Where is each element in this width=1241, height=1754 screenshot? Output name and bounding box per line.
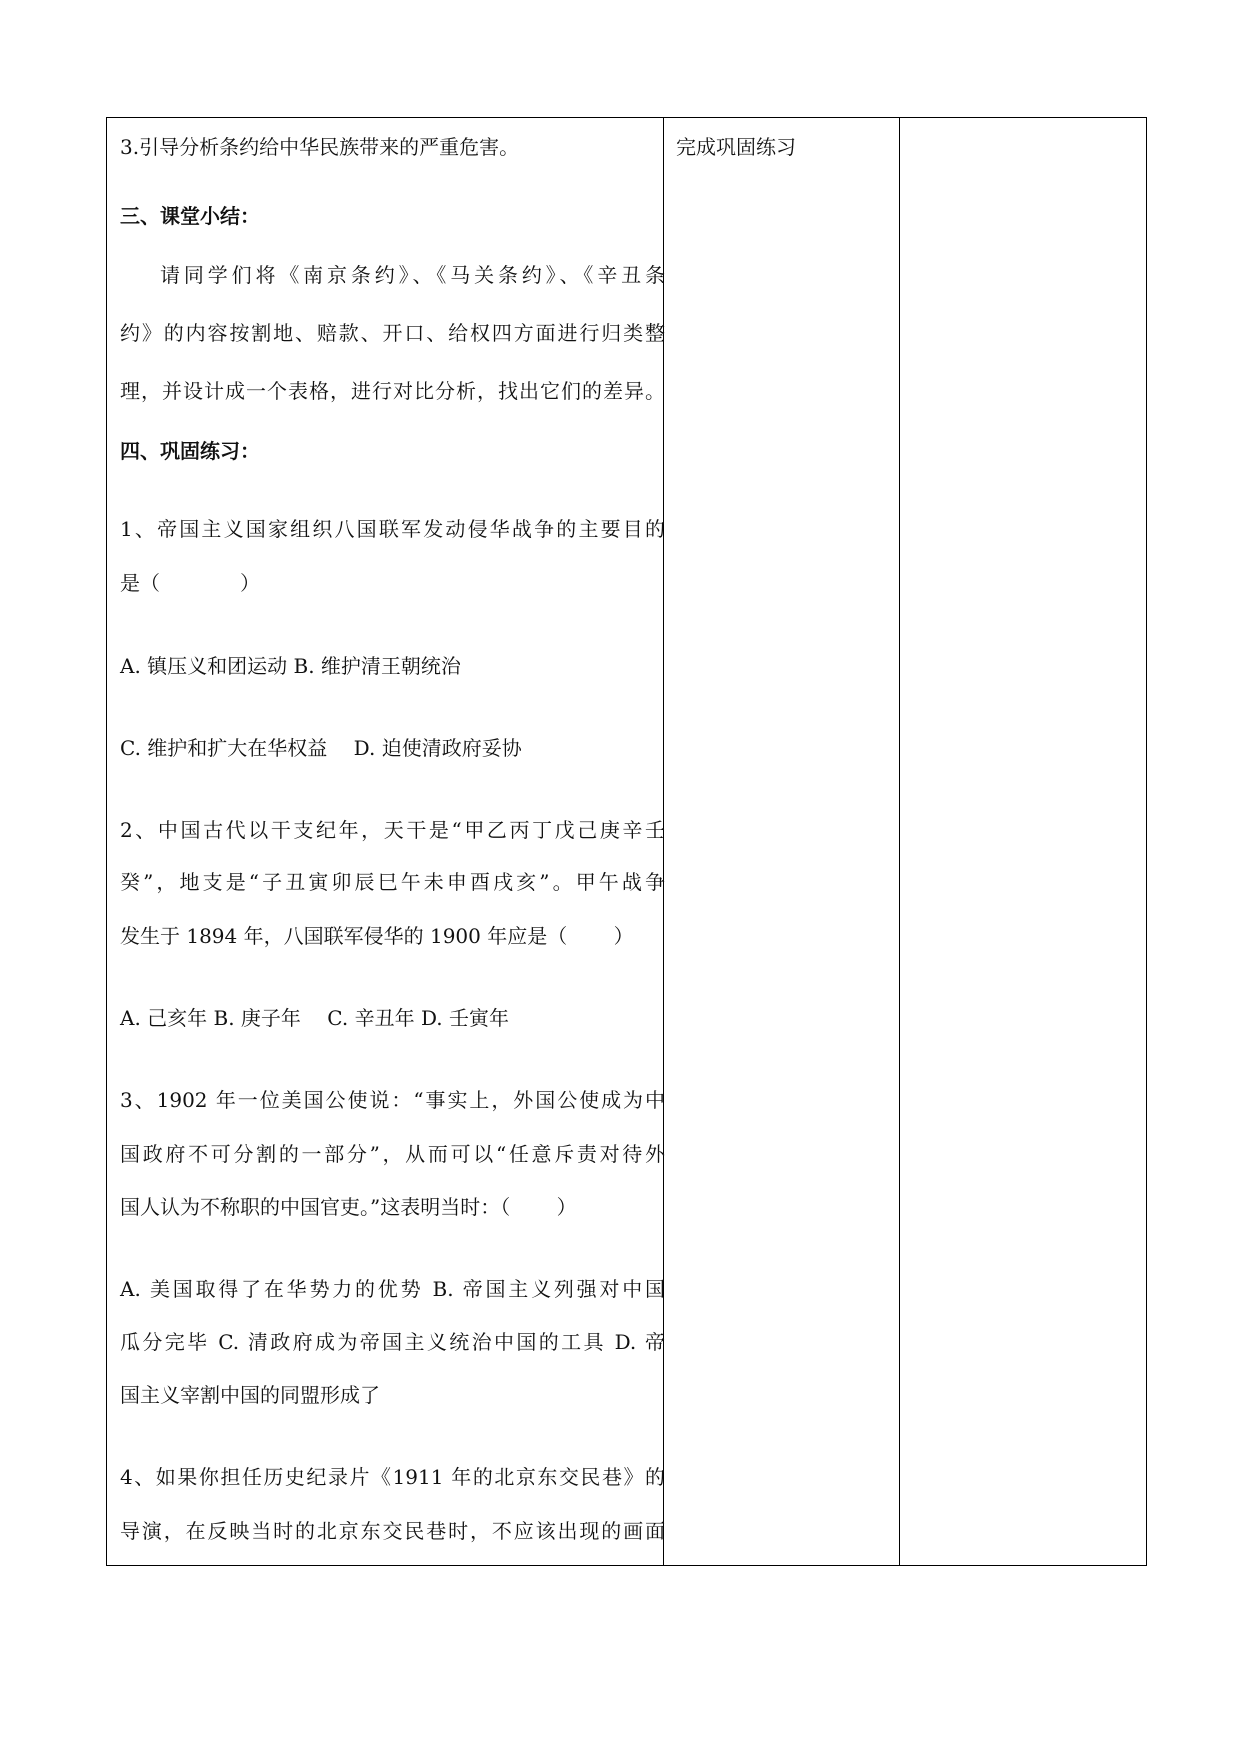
section-heading: 三、课堂小结： bbox=[120, 204, 260, 228]
question-line: 发生于 1894 年，八国联军侵华的 1900 年应是（ ） bbox=[120, 924, 634, 948]
question-line: 是（ ） bbox=[120, 571, 260, 595]
question-line: 3、1902 年一位美国公使说：“事实上，外国公使成为中 bbox=[120, 1088, 665, 1112]
text-line: 约》的内容按割地、赔款、开口、给权四方面进行归类整 bbox=[120, 321, 665, 345]
text-line: 理，并设计成一个表格，进行对比分析，找出它们的差异。 bbox=[120, 379, 665, 403]
text-line: 3.引导分析条约给中华民族带来的严重危害。 bbox=[120, 135, 520, 159]
question-line: 导演，在反映当时的北京东交民巷时，不应该出现的画面 bbox=[120, 1519, 665, 1543]
question-line: 国人认为不称职的中国官吏。”这表明当时：（ ） bbox=[120, 1195, 577, 1219]
question-line: 2、中国古代以干支纪年，天干是“甲乙丙丁戊己庚辛壬 bbox=[120, 818, 665, 842]
text-line: 请同学们将《南京条约》、《马关条约》、《辛丑条 bbox=[160, 263, 665, 287]
option-line: 瓜分完毕 C. 清政府成为帝国主义统治中国的工具 D. 帝 bbox=[120, 1330, 665, 1354]
section-heading: 四、巩固练习： bbox=[120, 439, 260, 463]
question-line: 国政府不可分割的一部分”，从而可以“任意斥责对待外 bbox=[120, 1142, 665, 1166]
lesson-plan-table bbox=[106, 117, 1147, 1566]
option-line: A. 美国取得了在华势力的优势 B. 帝国主义列强对中国 bbox=[120, 1277, 665, 1301]
option-line: A. 镇压义和团运动 B. 维护清王朝统治 bbox=[120, 654, 461, 678]
question-line: 癸”，地支是“子丑寅卯辰巳午未申酉戌亥”。甲午战争 bbox=[120, 870, 665, 894]
column-divider bbox=[899, 118, 900, 1565]
option-line: A. 己亥年 B. 庚子年 C. 辛丑年 D. 壬寅年 bbox=[120, 1006, 509, 1030]
option-line: 国主义宰割中国的同盟形成了 bbox=[120, 1383, 380, 1407]
question-line: 4、如果你担任历史纪录片《1911 年的北京东交民巷》的 bbox=[120, 1465, 665, 1489]
question-line: 1、帝国主义国家组织八国联军发动侵华战争的主要目的 bbox=[120, 517, 665, 541]
student-activity-text: 完成巩固练习 bbox=[676, 135, 796, 159]
option-line: C. 维护和扩大在华权益 D. 迫使清政府妥协 bbox=[120, 736, 522, 760]
